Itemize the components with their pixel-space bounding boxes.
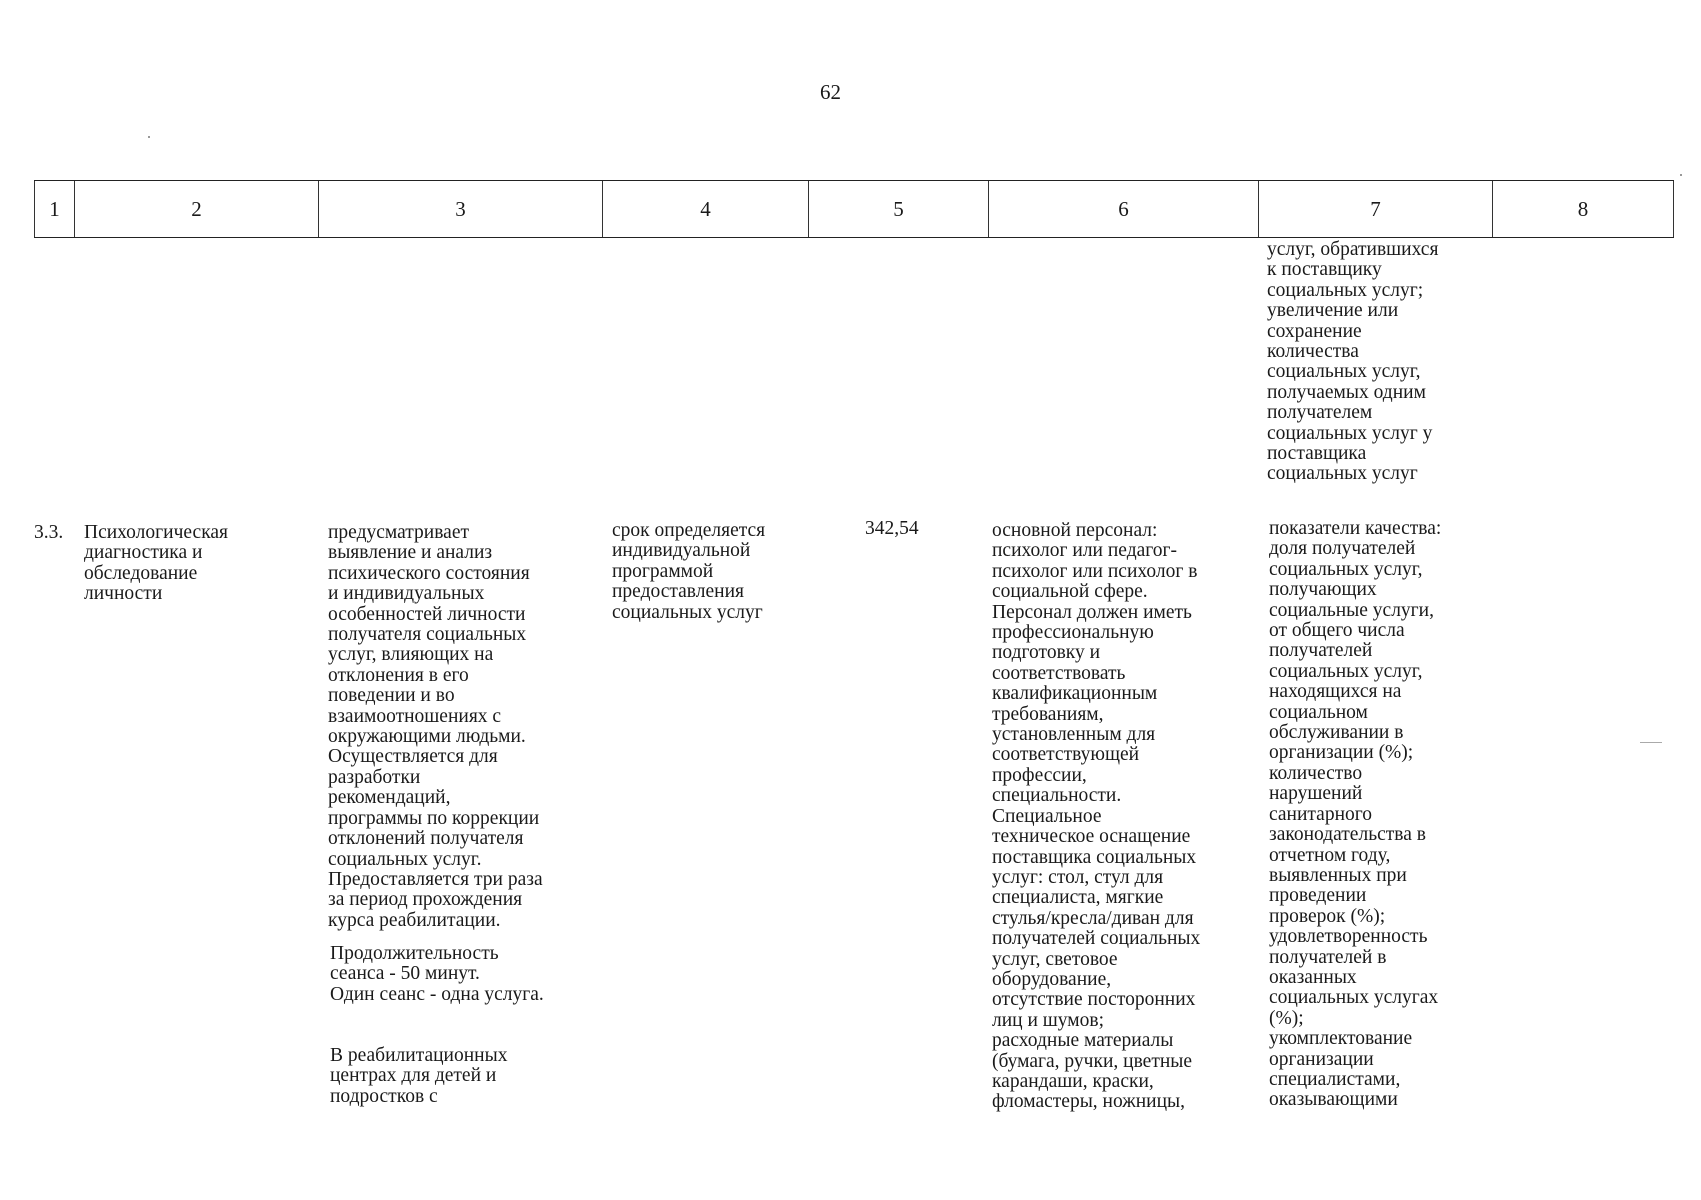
quality-indicators: показатели качества: доля получателей социальных услуг, получающих социальные услуги, от общего числа получателей социальных услуг, находящихся на социальном обслуживании в организации (%); количество нарушений санитарного законодательства в отчетном году, выявленных при проведении проверок (%); удовлетворенность получателей в оказанных социальных услугах (%); укомплектование организации специалистами, оказывающими — [1269, 518, 1442, 1111]
continuation-quality-text: услуг, обратившихся к поставщику социальных услуг; увеличение или сохранение количества социальных услуг, получаемых одним получателем социальных услуг у поставщика социальных услуг — [1267, 239, 1439, 485]
service-term: срок определяется индивидуальной программой предоставления социальных услуг — [612, 520, 766, 623]
scan-speck — [1680, 174, 1682, 176]
scan-mark — [1640, 742, 1662, 743]
service-description: предусматривает выявление и анализ психического состояния и индивидуальных особенностей личности получателя социальных услуг, влияющих на отклонения в его поведении и во взаимоотношениях с окружающими людьми. Осуществляется для разработки рекомендаций, программы по коррекции отклонений получателя социальных услуг. Предоставляется три раза за период прохождения курса реабилитации. — [328, 522, 543, 931]
page-number: 62 — [820, 80, 841, 104]
row-number: 3.3. — [34, 522, 64, 543]
duration-note: Продолжительность сеанса - 50 минут. Один сеанс - одна услуга. — [330, 943, 544, 1005]
rehab-center-note: В реабилитационных центрах для детей и подростков с — [330, 1045, 508, 1107]
column-header-4: 4 — [602, 181, 808, 237]
column-header-8: 8 — [1492, 181, 1674, 237]
table-header-row — [34, 180, 1674, 238]
column-header-1: 1 — [34, 181, 74, 237]
column-header-2: 2 — [74, 181, 318, 237]
column-header-5: 5 — [808, 181, 988, 237]
service-name: Психологическая диагностика и обследование личности — [84, 522, 228, 605]
column-header-7: 7 — [1258, 181, 1492, 237]
scan-speck — [148, 136, 150, 138]
service-conditions: основной персонал: психолог или педагог- психолог или психолог в социальной сфере. Персонал должен иметь профессиональную подготовку и соответствовать квалификационным требованиям, установленным для соответствующей профессии, специальности. Специальное техническое оснащение поставщика социальных услуг: стол, стул для специалиста, мягкие стулья/кресла/диван для получателей социальных услуг, световое оборудование, отсутствие посторонних лиц и шумов; расходные материалы (бумага, ручки, цветные карандаши, краски, фломастеры, ножницы, — [992, 520, 1201, 1113]
service-price: 342,54 — [865, 518, 919, 539]
column-header-6: 6 — [988, 181, 1258, 237]
column-header-3: 3 — [318, 181, 602, 237]
